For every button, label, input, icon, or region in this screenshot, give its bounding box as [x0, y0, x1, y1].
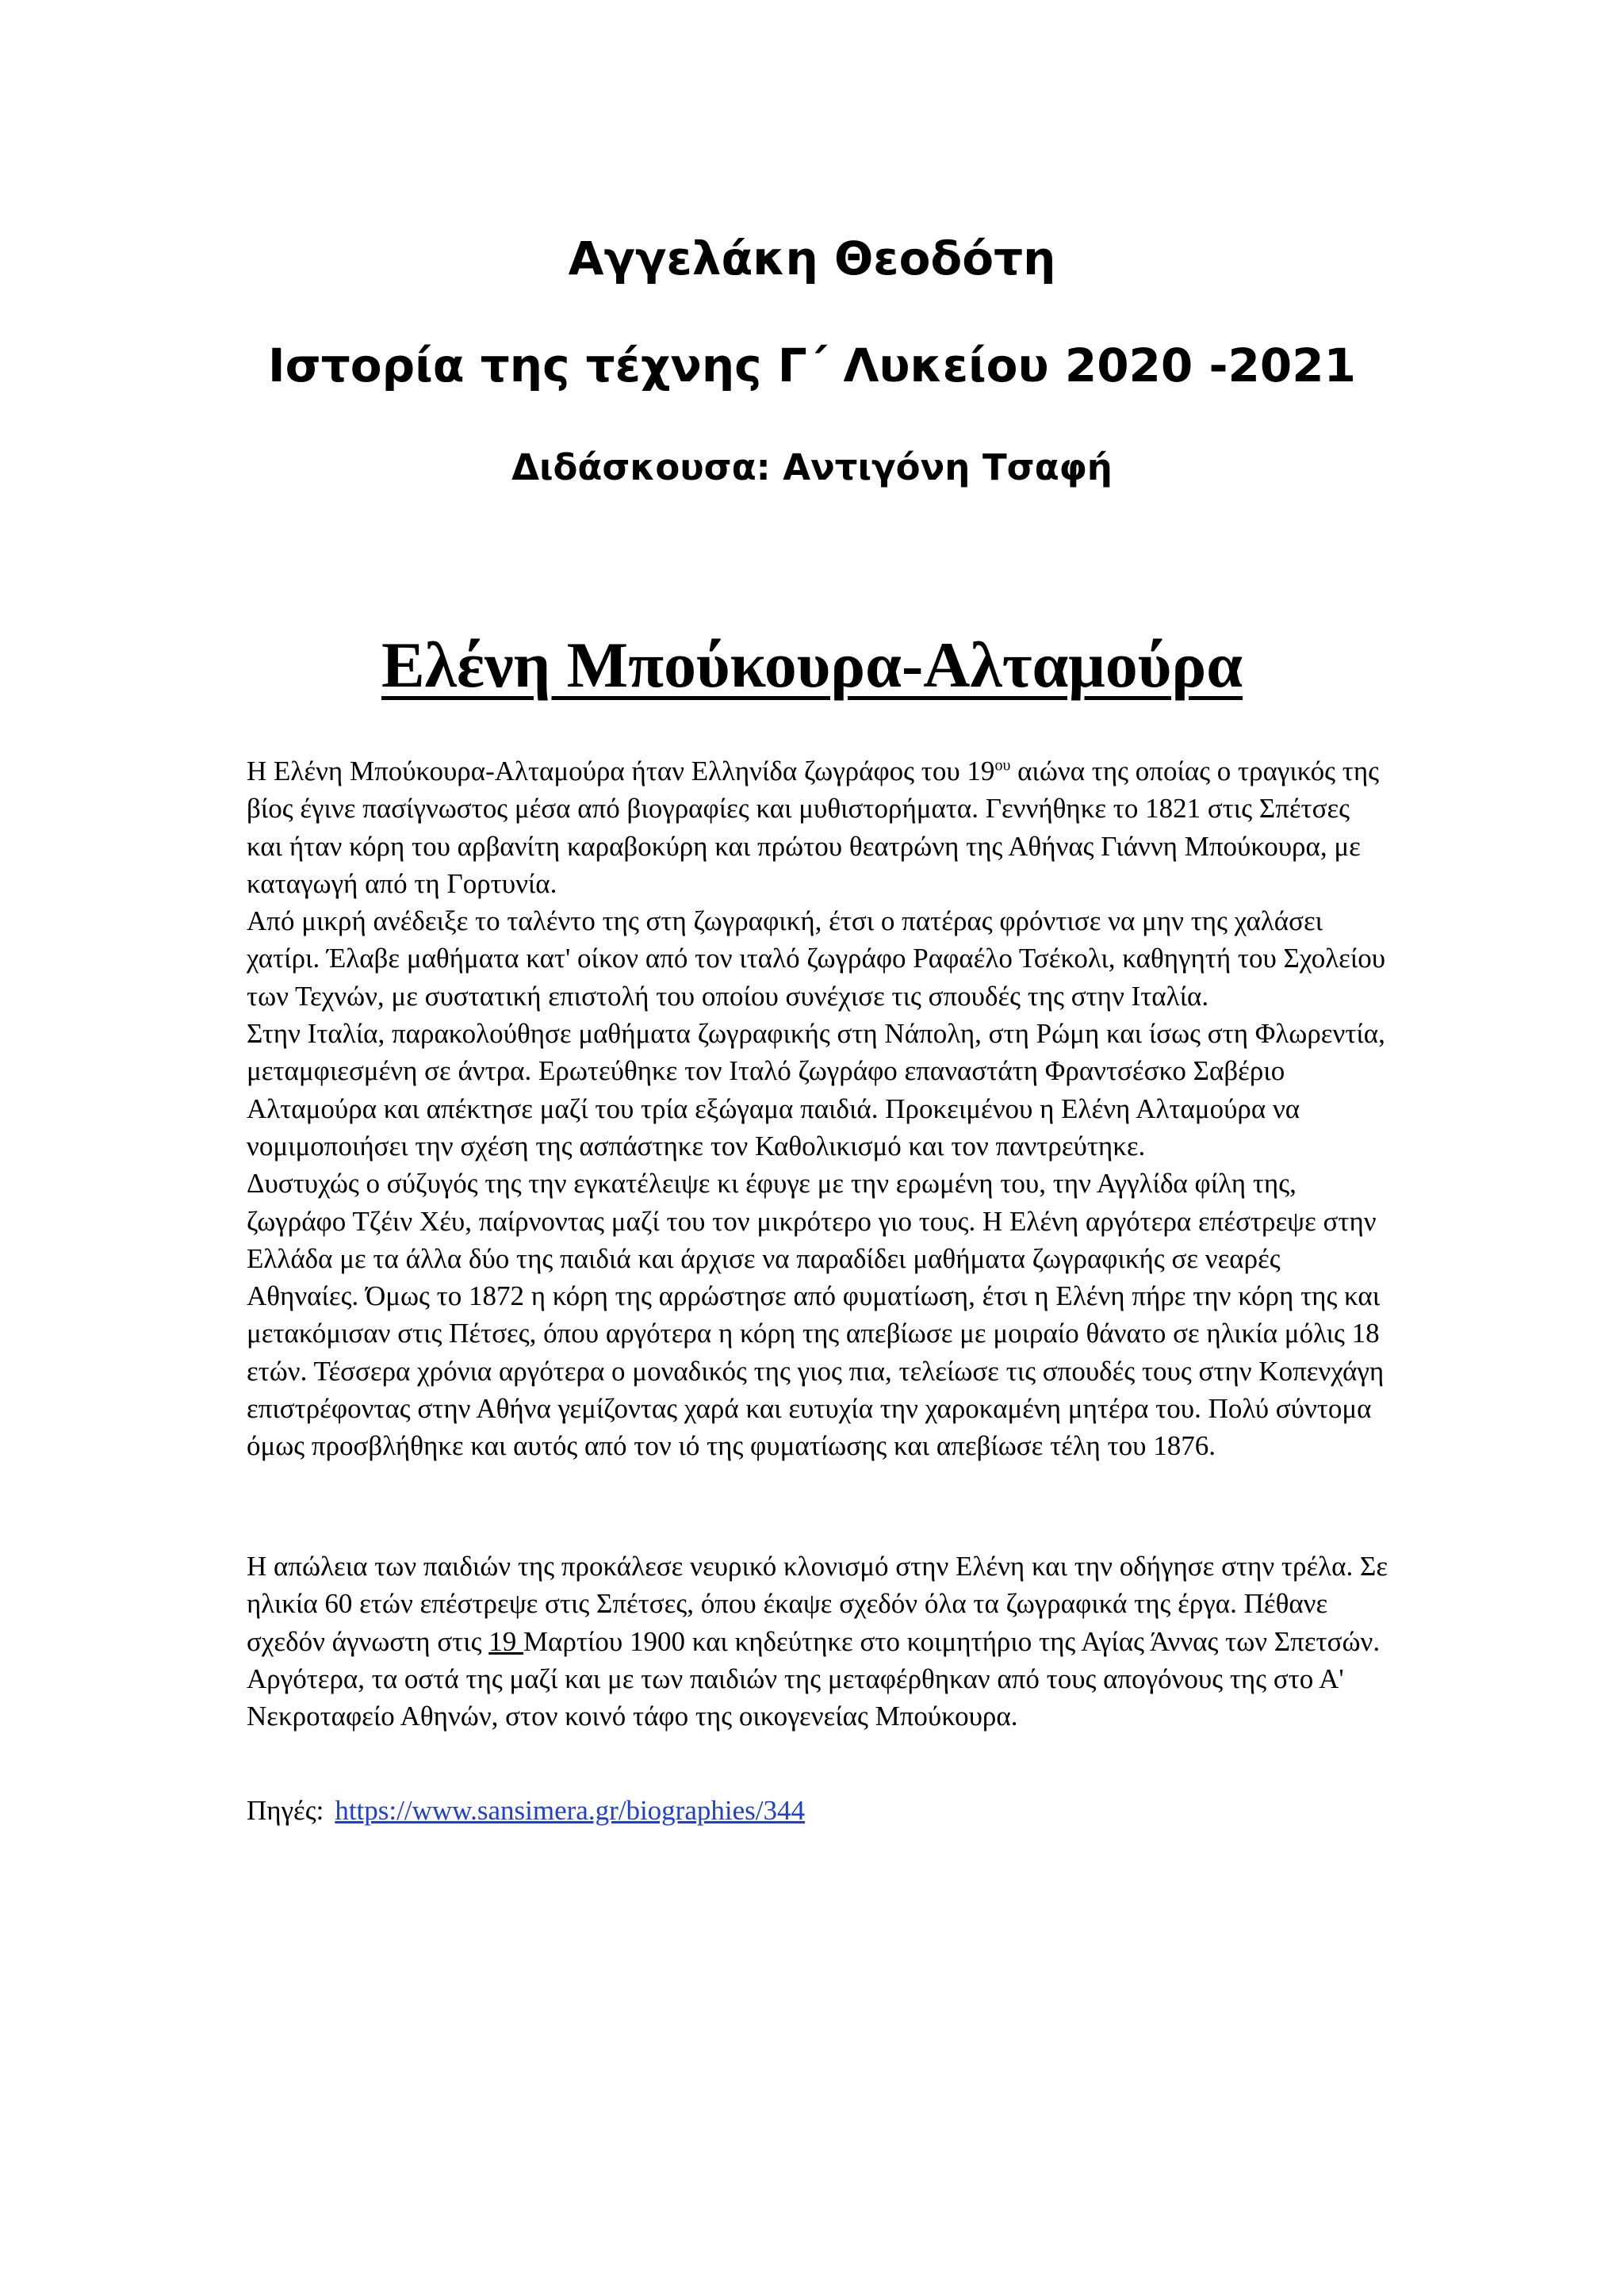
source-link[interactable]: https://www.sansimera.gr/biographies/344 — [335, 1795, 805, 1826]
paragraph-intro-rest: αιώνα της οποίας ο τραγικός της βίος έγινε πασίγνωστος μέσα από βιογραφίες και μυθιστορήματα. Γεννήθηκε το 1821 στις Σπέτσες και ήταν κόρη του αρβανίτη καραβοκύρη και πρώτου θεατρώνη της Αθήνας Γιάννη Μπούκουρα, με καταγωγή από τη Γορτυνία. — [247, 756, 1380, 899]
century-ordinal: ου — [994, 756, 1011, 775]
sources-line — [247, 1792, 1388, 1829]
paragraph-intro — [247, 752, 1388, 902]
paragraph-ending-start: Η απώλεια των παιδιών της προκάλεσε νευρικό κλονισμό στην Ελένη και την οδήγησε στην τρέλα. Σε ηλικία 60 ετών επέστρεψε στις Σπέτσες, όπου έκαψε σχεδόν όλα τα ζωγραφικά της έργα. Πέθανε σχεδόν άγνωστη στις — [247, 1551, 1388, 1657]
paragraph-misfortune: Δυστυχώς ο σύζυγός της την εγκατέλειψε κι έφυγε με την ερωμένη του, την Αγγλίδα φίλη της, ζωγράφο Τζέιν Χέυ, παίρνοντας μαζί του τον μικρότερο γιο τους. Η Ελένη αργότερα επέστρεψε στην Ελλάδα με τα άλλα δύο της παιδιά και άρχισε να παραδίδει μαθήματα ζωγραφικής σε νεαρές Αθηναίες. Όμως το 1872 η κόρη της αρρώστησε από φυματίωση, έτσι η Ελένη πήρε την κόρη της και μετακόμισαν στις Πέτσες, όπου αργότερα η κόρη της απεβίωσε με μοιραίο θάνατο σε ηλικία μόλις 18 ετών. Τέσσερα χρόνια αργότερα ο μοναδικός της γιος πια, τελείωσε τις σπουδές τους στην Κοπενχάγη επιστρέφοντας στην Αθήνα γεμίζοντας χαρά και ευτυχία την χαροκαμένη μητέρα του. Πολύ σύντομα όμως προσβλήθηκε και αυτός από τον ιό της φυματίωσης και απεβίωσε τέλη του 1876. — [247, 1168, 1385, 1462]
paragraph-talent: Από μικρή ανέδειξε το ταλέντο της στη ζωγραφική, έτσι ο πατέρας φρόντισε να μην της χαλάσει χατίρι. Έλαβε μαθήματα κατ' οίκον από τον ιταλό ζωγράφο Ραφαέλο Τσέκολι, καθηγητή του Σχολείου των Τεχνών, με συστατική επιστολή του οποίου συνέχισε τις σπουδές της στην Ιταλία. — [247, 905, 1386, 1012]
paragraph-ending — [247, 1548, 1388, 1735]
biography-ending — [247, 1548, 1388, 1735]
author-name: Αγγελάκη Θεοδότη — [568, 232, 1056, 285]
paragraph-intro-start: Η Ελένη Μπούκουρα-Αλταμούρα ήταν Ελληνίδα ζωγράφος του 19 — [247, 756, 995, 786]
document-title — [0, 628, 1624, 702]
paragraph-italy: Στην Ιταλία, παρακολούθησε μαθήματα ζωγραφικής στη Νάπολη, στη Ρώμη και ίσως στη Φλωρεντία, μεταμφιεσμένη σε άντρα. Ερωτεύθηκε τον Ιταλό ζωγράφο επαναστάτη Φραντσέσκο Σαβέριο Αλταμούρα και απέκτησε μαζί του τρία εξώγαμα παιδιά. Προκειμένου η Ελένη Αλταμούρα να νομιμοποιήσει την σχέση της ασπάστηκε τον Καθολικισμό και τον παντρεύτηκε. — [247, 1018, 1385, 1161]
paragraph-ending-rest: Μαρτίου 1900 και κηδεύτηκε στο κοιμητήριο της Αγίας Άννας των Σπετσών. Αργότερα, τα οστά της μαζί και με των παιδιών της μεταφέρθηκαν από τους απογόνους της στο Α' Νεκροταφείο Αθηνών, στον κοινό τάφο της οικογενείας Μπούκουρα. — [247, 1625, 1381, 1732]
sources-label: Πηγές: — [247, 1795, 324, 1826]
death-day: 19 — [488, 1625, 524, 1657]
document-title-text: Ελένη Μπούκουρα-Αλταμούρα — [381, 629, 1243, 701]
teacher-name: Διδάσκουσα: Αντιγόνη Τσαφή — [511, 446, 1113, 488]
biography-body — [247, 752, 1388, 1465]
course-title: Ιστορία της τέχνης Γ΄ Λυκείου 2020 -2021 — [268, 339, 1356, 392]
